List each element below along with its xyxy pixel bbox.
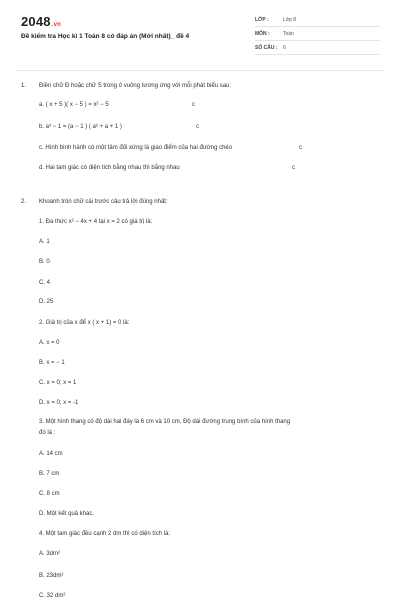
question-number: 2. bbox=[21, 199, 27, 205]
meta-class bbox=[255, 14, 380, 27]
answer-box-a[interactable]: c bbox=[192, 102, 195, 108]
option-d[interactable]: D. x = 0; x = -1 bbox=[39, 400, 79, 406]
logo-suffix: .vn bbox=[51, 22, 62, 28]
option-b[interactable]: B. x = − 1 bbox=[39, 360, 65, 366]
option-c[interactable]: C. 4 bbox=[39, 280, 51, 286]
logo-text: 2048 bbox=[21, 14, 51, 29]
question-text: Khoanh tròn chữ cái trước câu trả lời đúng nhất: bbox=[39, 199, 168, 205]
document-body bbox=[0, 78, 400, 600]
meta-value: 6 bbox=[283, 45, 286, 51]
header-divider bbox=[15, 70, 385, 71]
meta-question-count bbox=[255, 42, 380, 55]
option-a[interactable]: A. 3dm² bbox=[39, 551, 61, 557]
option-b[interactable]: B. 7 cm bbox=[39, 471, 60, 477]
option-a[interactable]: A. x = 0 bbox=[39, 340, 60, 346]
option-b[interactable]: B. 23dm² bbox=[39, 573, 64, 579]
question-number: 1. bbox=[21, 83, 27, 89]
option-c[interactable]: C. 8 cm bbox=[39, 491, 60, 497]
document-title: Đề kiểm tra Học kì 1 Toán 8 có đáp án (Mới nhất)_ đề 4 bbox=[21, 33, 190, 40]
answer-box-c[interactable]: c bbox=[299, 145, 302, 151]
meta-label: MÔN : bbox=[255, 31, 270, 37]
statement-a: a. ( x + 5 )( x − 5 ) = x² − 5 bbox=[39, 102, 109, 108]
subquestion-3-line2: đó là : bbox=[39, 430, 56, 436]
document-header bbox=[0, 0, 400, 62]
option-a[interactable]: A. 1 bbox=[39, 239, 50, 245]
meta-subject bbox=[255, 28, 380, 41]
answer-box-b[interactable]: c bbox=[196, 124, 199, 130]
meta-value: Toán bbox=[283, 31, 294, 37]
option-c[interactable]: C. 32 dm² bbox=[39, 593, 66, 599]
question-text: Điền chữ Đ hoặc chữ S trong ô vuông tương ứng với mỗi phát biểu sau: bbox=[39, 83, 232, 89]
subquestion-3-line1: 3. Một hình thang có độ dài hai đáy là 6 cm và 10 cm. Độ dài đường trung bình của hình thang bbox=[39, 419, 291, 425]
statement-d: d. Hai tam giác có diện tích bằng nhau thì bằng nhau bbox=[39, 165, 180, 171]
option-d[interactable]: D. Một kết quả khác. bbox=[39, 511, 95, 517]
site-logo[interactable] bbox=[21, 14, 61, 29]
option-b[interactable]: B. 0 bbox=[39, 259, 50, 265]
subquestion-2: 2. Giá trị của x để x ( x + 1) = 0 là: bbox=[39, 320, 130, 326]
option-d[interactable]: D. 25 bbox=[39, 299, 54, 305]
option-c[interactable]: C. x = 0; x = 1 bbox=[39, 380, 77, 386]
statement-c: c. Hình bình hành có một tâm đối xứng là giao điểm của hai đường chéo bbox=[39, 145, 233, 151]
subquestion-1: 1. Đa thức x² − 4x + 4 tại x = 2 có giá trị là: bbox=[39, 219, 153, 225]
meta-label: LỚP : bbox=[255, 17, 269, 23]
subquestion-4: 4. Một tam giác đều cạnh 2 dm thì có diện tích là: bbox=[39, 531, 171, 537]
answer-box-d[interactable]: c bbox=[292, 165, 295, 171]
statement-b: b. a³ − 1 = (a − 1 ) ( a² + a + 1 ) bbox=[39, 124, 122, 130]
option-a[interactable]: A. 14 cm bbox=[39, 451, 63, 457]
meta-label: SỐ CÂU : bbox=[255, 45, 278, 51]
meta-value: Lớp 8 bbox=[283, 17, 297, 23]
